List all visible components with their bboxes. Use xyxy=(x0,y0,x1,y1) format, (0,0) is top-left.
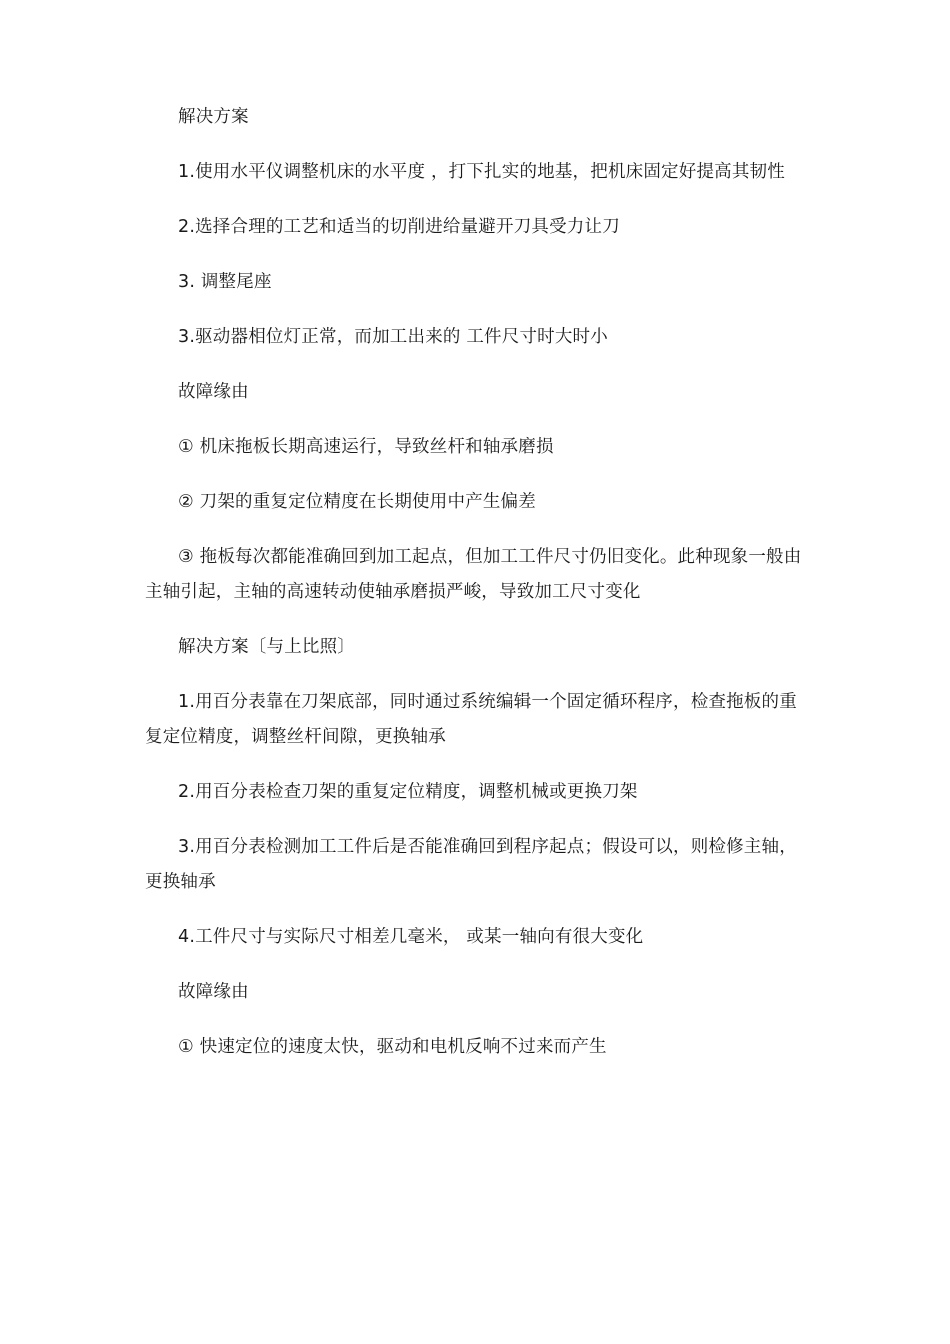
fault-heading-4: 4.工件尺寸与实际尺寸相差几毫米， 或某一轴向有很大变化 xyxy=(178,927,644,947)
section-heading-solution-compare: 解决方案〔与上比照〕 xyxy=(178,637,355,657)
solution-item-2: 2.选择合理的工艺和适当的切削进给量避开刀具受力让刀 xyxy=(178,217,620,237)
cause-2-item-1: ① 快速定位的速度太快，驱动和电机反响不过来而产生 xyxy=(178,1037,607,1057)
solution-item-3: 3. 调整尾座 xyxy=(178,272,272,292)
section-heading-solution: 解决方案 xyxy=(178,107,249,127)
solution-compare-item-2: 2.用百分表检查刀架的重复定位精度，调整机械或更换刀架 xyxy=(178,782,638,802)
document-body xyxy=(145,100,810,1085)
solution-compare-item-1: 1.用百分表靠在刀架底部，同时通过系统编辑一个固定循环程序，检查拖板的重复定位精度，调整丝杆间隙，更换轴承 xyxy=(145,692,797,747)
solution-compare-item-3: 3.用百分表检测加工工件后是否能准确回到程序起点；假设可以，则检修主轴， 更换轴承 xyxy=(145,837,797,892)
fault-heading-3: 3.驱动器相位灯正常，而加工出来的 工件尺寸时大时小 xyxy=(178,327,608,347)
cause-item-1: ① 机床拖板长期高速运行，导致丝杆和轴承磨损 xyxy=(178,437,554,457)
section-heading-cause: 故障缘由 xyxy=(178,382,249,402)
cause-item-2: ② 刀架的重复定位精度在长期使用中产生偏差 xyxy=(178,492,536,512)
cause-item-3: ③ 拖板每次都能准确回到加工起点，但加工工件尺寸仍旧变化。此种现象一般由主轴引起，主轴的高速转动使轴承磨损严峻，导致加工尺寸变化 xyxy=(145,547,802,602)
section-heading-cause-2: 故障缘由 xyxy=(178,982,249,1002)
solution-item-1: 1.使用水平仪调整机床的水平度 ，打下扎实的地基，把机床固定好提高其韧性 xyxy=(178,162,785,182)
